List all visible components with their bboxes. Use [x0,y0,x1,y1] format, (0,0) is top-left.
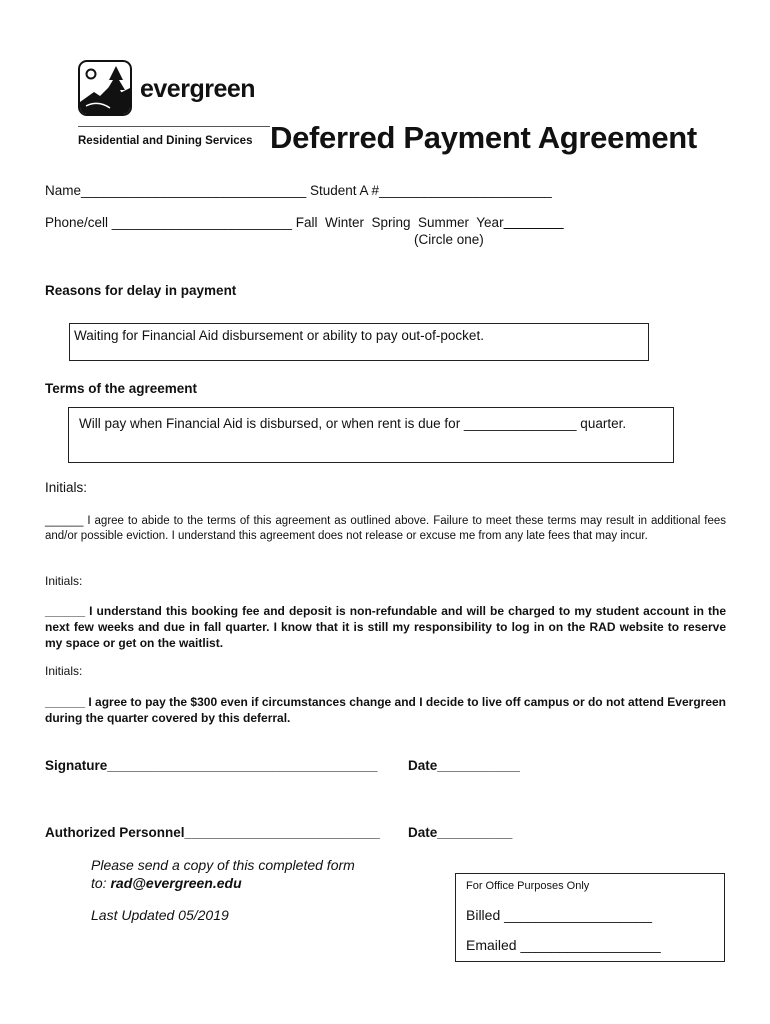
clause-booking-fee: ______ I understand this booking fee and deposit is non-refundable and will be charged to my student account in the next few weeks and due in fall quarter. I know that it is still my responsibility to log in on the RAD website to reserve my space or get on the waitlist. [45,604,726,650]
send-copy-email-line [91,875,242,891]
send-copy-instruction: Please send a copy of this completed form [91,857,355,873]
contact-email[interactable]: rad@evergreen.edu [110,875,242,891]
initials-label: Initials: [45,574,83,588]
tree-mountain-icon [78,60,132,116]
emailed-field[interactable]: Emailed __________________ [466,937,661,953]
office-box-title: For Office Purposes Only [466,880,590,892]
evergreen-logo [78,60,278,130]
logo-divider [78,126,270,127]
reasons-heading: Reasons for delay in payment [45,283,237,298]
personnel-date-line[interactable]: Date__________ [408,825,513,840]
page-title: Deferred Payment Agreement [270,120,697,155]
clause-terms: ______ I agree to abide to the terms of this agreement as outlined above. Failure to meet these terms may result in additional fees and/or possible eviction. I understand this agreement does not release or excuse me from any late fees that may incur. [45,515,726,542]
phone-term-text: Phone/cell ________________________ Fall Winter Spring Summer Year [45,215,504,230]
terms-box[interactable]: Will pay when Financial Aid is disbursed, or when rent is due for _______________ quarter. [68,407,674,463]
authorized-personnel-line[interactable]: Authorized Personnel__________________________ [45,825,380,840]
clause-300-fee: ______ I agree to pay the $300 even if circumstances change and I decide to live off campus or do not attend Evergreen during the quarter covered by this deferral. [45,695,726,725]
department-name: Residential and Dining Services [78,135,253,147]
logo-wordmark: evergreen [140,75,256,103]
signature-line[interactable]: Signature____________________________________ [45,758,378,773]
circle-one-note: (Circle one) [414,232,484,247]
initials-label: Initials: [45,664,83,678]
last-updated: Last Updated 05/2019 [91,907,229,923]
send-prefix: to: [91,875,111,891]
reasons-box[interactable]: Waiting for Financial Aid disbursement or ability to pay out-of-pocket. [69,323,649,361]
phone-term-line[interactable] [45,215,564,230]
initials-label: Initials: [45,480,88,495]
office-use-box [455,873,725,962]
billed-field[interactable]: Billed ___________________ [466,907,653,923]
date-line[interactable]: Date___________ [408,758,520,773]
year-blank[interactable]: ________ [503,215,564,230]
name-student-id-line[interactable]: Name______________________________ Student A #_______________________ [45,183,552,198]
terms-heading: Terms of the agreement [45,381,198,396]
